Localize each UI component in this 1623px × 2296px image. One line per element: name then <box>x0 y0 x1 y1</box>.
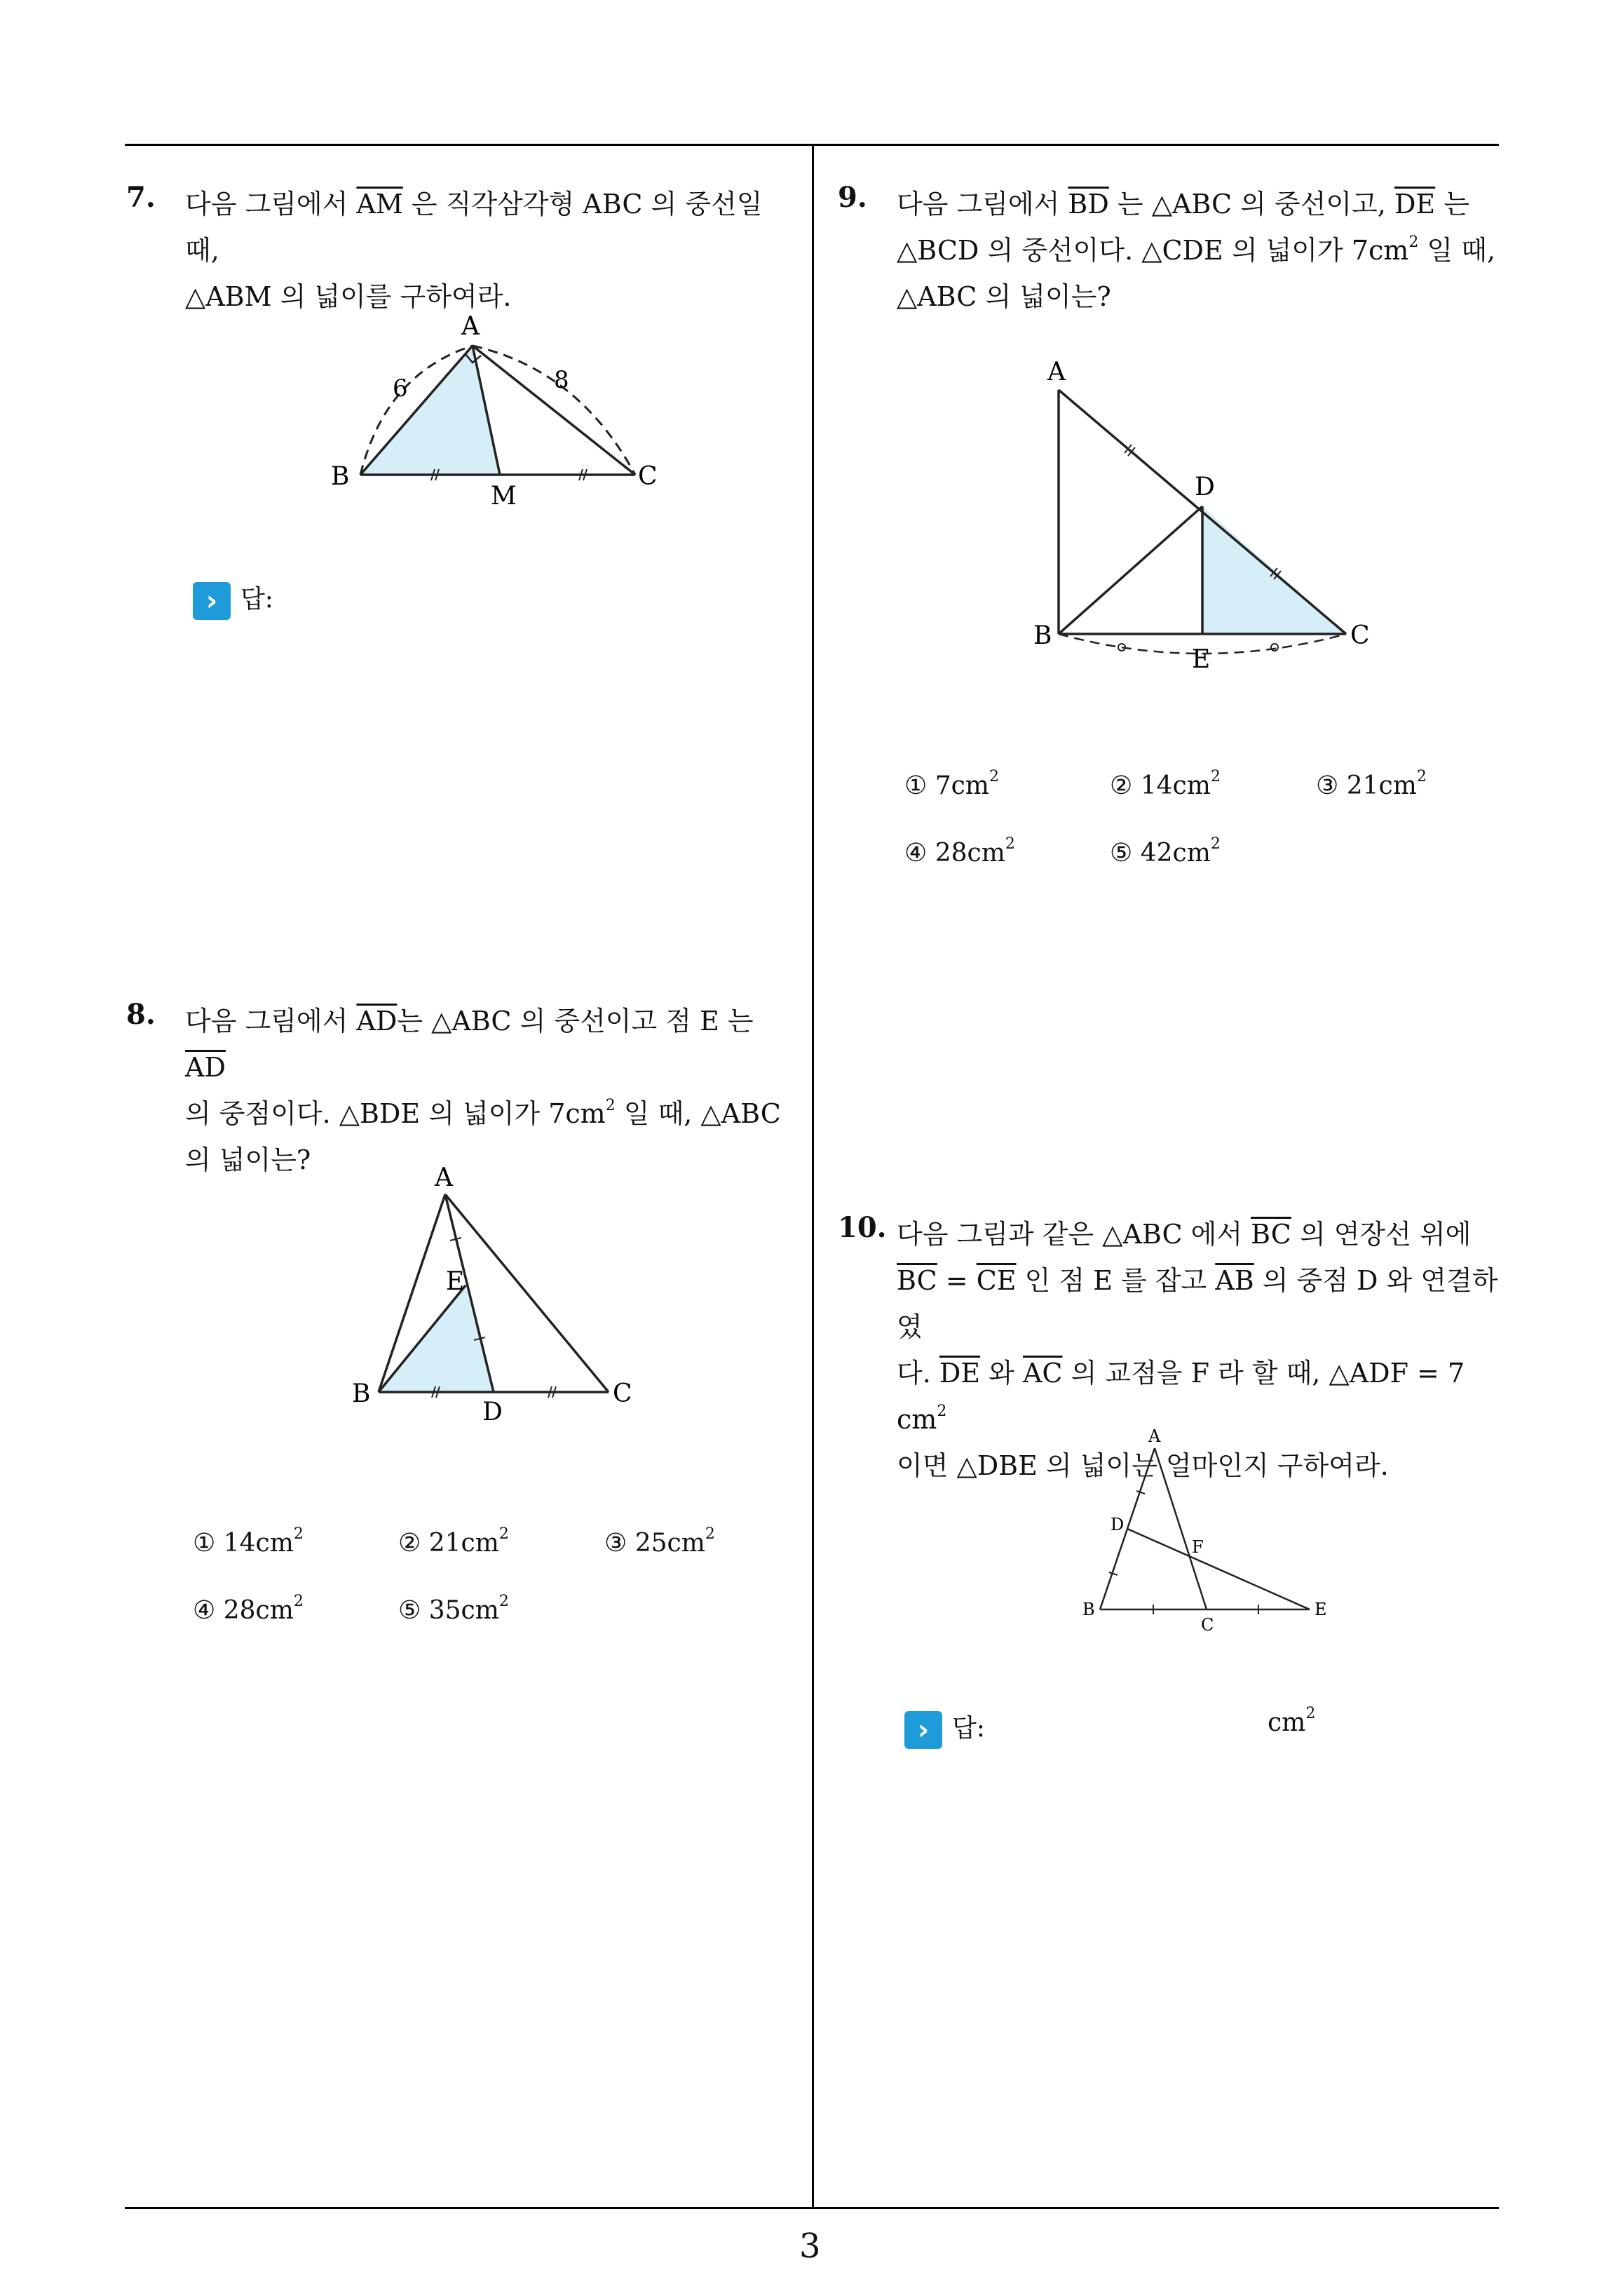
segment-ac: $\overline{AC}$ <box>1022 1358 1063 1389</box>
question-line: 다. $\overline{DE}$ 와 $\overline{AC}$ 의 교점을 F 라 할 때, △ADF = 7 $cm^2$ <box>897 1358 1465 1435</box>
label-a: A <box>435 1163 453 1192</box>
label-a: A <box>1148 1426 1161 1446</box>
label-c: C <box>613 1379 632 1408</box>
segment-ce: $\overline{CE}$ <box>976 1265 1017 1296</box>
option-2[interactable]: ② $14cm^2$ <box>1110 768 1221 800</box>
option-5[interactable]: ⑤ $35cm^2$ <box>398 1593 509 1625</box>
question-number: 10. <box>838 1211 887 1244</box>
answer-q10 <box>904 1708 985 1749</box>
segment-bc: $\overline{BC}$ <box>1251 1219 1291 1250</box>
option-4[interactable]: ④ $28cm^2$ <box>904 835 1015 867</box>
figure-q7 <box>322 305 673 515</box>
label-e: E <box>1192 645 1211 674</box>
chevron-right-icon: › <box>904 1711 942 1749</box>
question-text <box>185 998 802 1183</box>
segment-de <box>1127 1529 1310 1609</box>
segment-bd: $\overline{BD}$ <box>1068 189 1109 220</box>
label-a: A <box>461 312 480 341</box>
label-c: C <box>1350 621 1370 650</box>
label-d: D <box>1111 1515 1125 1534</box>
question-text <box>185 181 802 320</box>
label-six: 6 <box>393 374 408 403</box>
option-3[interactable]: ③ $25cm^2$ <box>604 1525 715 1558</box>
question-10 <box>838 1211 1511 1481</box>
label-c: C <box>1201 1615 1214 1635</box>
answer-unit: $cm^2$ <box>1268 1705 1316 1737</box>
segment-de: $\overline{DE}$ <box>939 1358 981 1389</box>
side-ac <box>1155 1448 1207 1609</box>
figure-q8 <box>344 1161 652 1427</box>
median-bd <box>1059 506 1202 634</box>
label-b: B <box>1033 621 1052 650</box>
question-line: 이면 △DBE 의 넓이는 얼마인지 구하여라. <box>897 1450 1389 1481</box>
option-2[interactable]: ② $21cm^2$ <box>398 1525 509 1558</box>
question-8 <box>126 998 799 1175</box>
option-5[interactable]: ⑤ $42cm^2$ <box>1110 835 1221 867</box>
label-e: E <box>446 1267 465 1296</box>
question-line: 의 중점이다. △BDE 의 넓이가 $7cm^2$ 일 때, △ABC <box>185 1097 781 1129</box>
label-c: C <box>638 462 658 491</box>
question-9 <box>838 181 1511 321</box>
question-line: 다음 그림과 같은 △ABC 에서 $\overline{BC}$ 의 연장선 위에 <box>897 1219 1472 1250</box>
bottom-rule <box>125 2207 1499 2209</box>
question-line: 다음 그림에서 $\overline{AD}$는 △ABC 의 중선이고 점 E 는 $\overline{AD}$ <box>185 1006 754 1083</box>
answer-label: 답: <box>240 585 273 614</box>
option-3[interactable]: ③ $21cm^2$ <box>1316 768 1427 800</box>
question-line: 다음 그림에서 $\overline{BD}$ 는 △ABC 의 중선이고, $\overline{DE}$ 는 <box>897 189 1469 220</box>
label-eight: 8 <box>554 366 569 394</box>
answer-q7 <box>193 579 273 620</box>
figure-q9 <box>1024 351 1388 687</box>
label-b: B <box>352 1379 371 1408</box>
question-line: △BCD 의 중선이다. △CDE 의 넓이가 $7cm^2$ 일 때, <box>897 234 1495 266</box>
figure-q10 <box>1073 1424 1339 1648</box>
question-line: 의 넓이는? <box>185 1144 311 1175</box>
question-line: △ABM 의 넓이를 구하여라. <box>185 281 512 312</box>
question-text <box>897 181 1514 320</box>
label-b: B <box>1082 1600 1095 1619</box>
question-line: 다음 그림에서 $\overline{AM}$ 은 직각삼각형 ABC 의 중선일 때, <box>185 189 763 266</box>
segment-de: $\overline{DE}$ <box>1394 189 1436 220</box>
segment-am: $\overline{AM}$ <box>356 189 403 220</box>
question-line: △ABC 의 넓이는? <box>897 281 1111 312</box>
segment-bc: $\overline{BC}$ <box>897 1265 937 1296</box>
question-number: 9. <box>838 181 867 214</box>
label-e: E <box>1315 1600 1327 1619</box>
segment-ab: $\overline{AB}$ <box>1215 1265 1254 1296</box>
page-number: 3 <box>799 2227 821 2266</box>
option-4[interactable]: ④ $28cm^2$ <box>193 1593 304 1625</box>
label-a: A <box>1047 358 1066 386</box>
mark-ec <box>1271 644 1278 651</box>
label-b: B <box>331 462 350 491</box>
segment-ad: $\overline{AD}$ <box>185 1052 226 1083</box>
label-d: D <box>1195 473 1215 501</box>
question-7 <box>126 181 799 312</box>
label-f: F <box>1192 1537 1204 1557</box>
question-number: 7. <box>126 181 156 214</box>
option-1[interactable]: ① $14cm^2$ <box>193 1525 304 1558</box>
chevron-right-icon: › <box>193 582 231 620</box>
option-1[interactable]: ① $7cm^2$ <box>904 768 999 800</box>
question-number: 8. <box>126 998 156 1031</box>
question-line: $\overline{BC} = \overline{CE}$ 인 점 E 를 잡고 $\overline{AB}$ 의 중점 D 와 연결하였 <box>897 1265 1498 1342</box>
label-m: M <box>491 482 517 511</box>
segment-ad: $\overline{AD}$ <box>356 1006 398 1036</box>
answer-label: 답: <box>952 1714 985 1743</box>
column-divider <box>812 144 814 2209</box>
label-d: D <box>482 1398 503 1426</box>
